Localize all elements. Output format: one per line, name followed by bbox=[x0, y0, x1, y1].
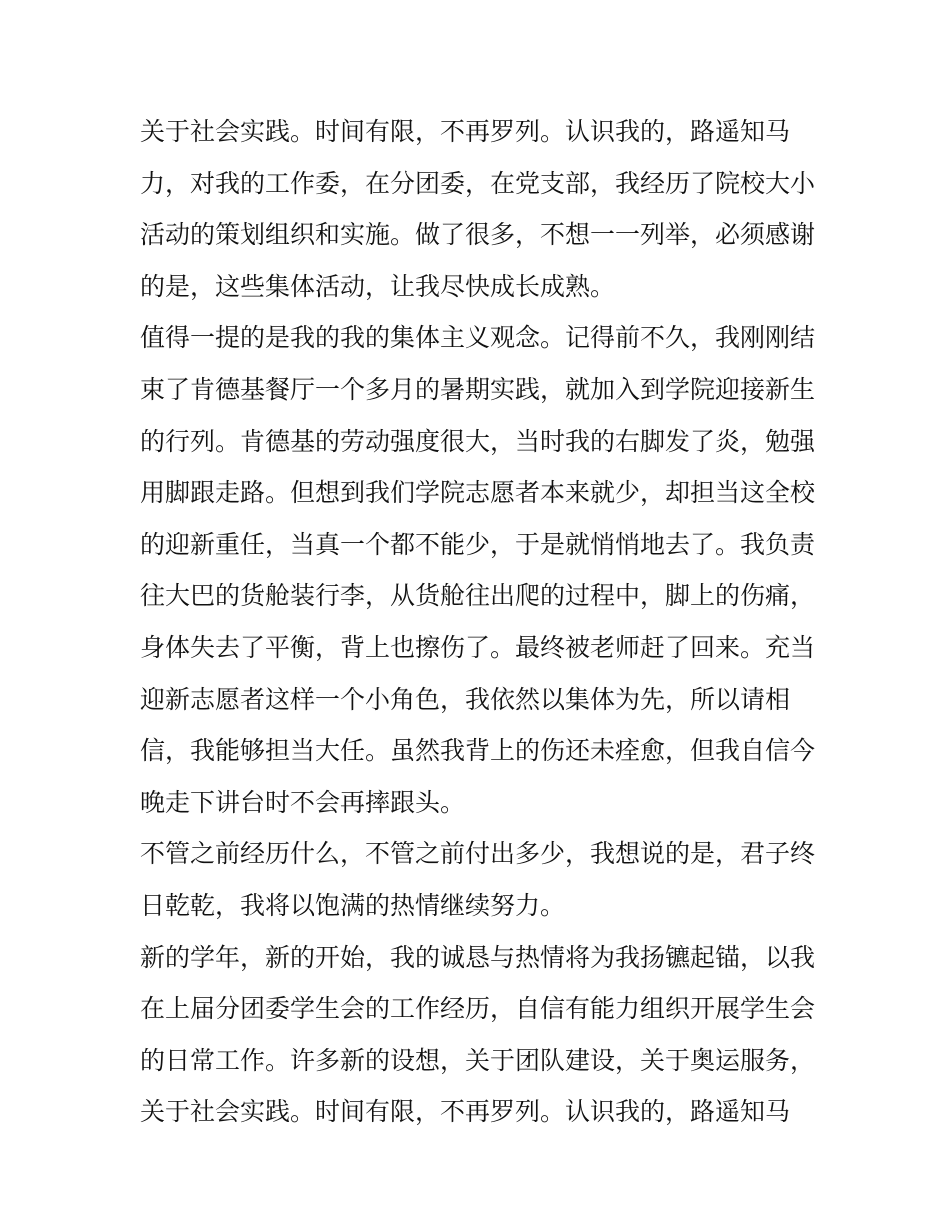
text-line: 的行列。肯德基的劳动强度很大，当时我的右脚发了炎，勉强 bbox=[140, 426, 816, 456]
text-line: 迎新志愿者这样一个小角色，我依然以集体为先，所以请相 bbox=[140, 684, 791, 714]
text-line: 的迎新重任，当真一个都不能少，于是就悄悄地去了。我负责 bbox=[140, 529, 816, 559]
text-line: 关于社会实践。时间有限，不再罗列。认识我的，路遥知马 bbox=[140, 117, 791, 146]
text-line: 信，我能够担当大任。虽然我背上的伤还未痊愈，但我自信今 bbox=[140, 736, 816, 766]
text-line: 束了肯德基餐厅一个多月的暑期实践，就加入到学院迎接新生 bbox=[140, 374, 816, 404]
text-line: 用脚跟走路。但想到我们学院志愿者本来就少，却担当这全校 bbox=[140, 478, 816, 508]
text-line: 的是，这些集体活动，让我尽快成长成熟。 bbox=[140, 271, 616, 301]
text-line: 的日常工作。许多新的设想，关于团队建设，关于奥运服务， bbox=[140, 1045, 816, 1075]
text-line: 日乾乾，我将以饱满的热情继续努力。 bbox=[140, 890, 566, 920]
text-line: 值得一提的是我的我的集体主义观念。记得前不久，我刚刚结 bbox=[140, 323, 816, 353]
text-line: 力，对我的工作委，在分团委，在党支部，我经历了院校大小 bbox=[140, 168, 816, 198]
text-line: 往大巴的货舱装行李，从货舱往出爬的过程中，脚上的伤痛， bbox=[140, 581, 816, 611]
text-line: 晚走下讲台时不会再摔跟头。 bbox=[140, 787, 466, 817]
text-line: 在上届分团委学生会的工作经历，自信有能力组织开展学生会 bbox=[140, 994, 816, 1024]
text-line: 不管之前经历什么，不管之前付出多少，我想说的是，君子终 bbox=[140, 839, 816, 869]
text-line: 关于社会实践。时间有限，不再罗列。认识我的，路遥知马 bbox=[140, 1097, 791, 1127]
text-line: 新的学年，新的开始，我的诚恳与热情将为我扬镳起锚，以我 bbox=[140, 942, 816, 972]
text-line: 身体失去了平衡，背上也擦伤了。最终被老师赶了回来。充当 bbox=[140, 632, 816, 662]
document-body bbox=[140, 106, 816, 1138]
text-line: 活动的策划组织和实施。做了很多，不想一一列举，必须感谢 bbox=[140, 220, 816, 250]
